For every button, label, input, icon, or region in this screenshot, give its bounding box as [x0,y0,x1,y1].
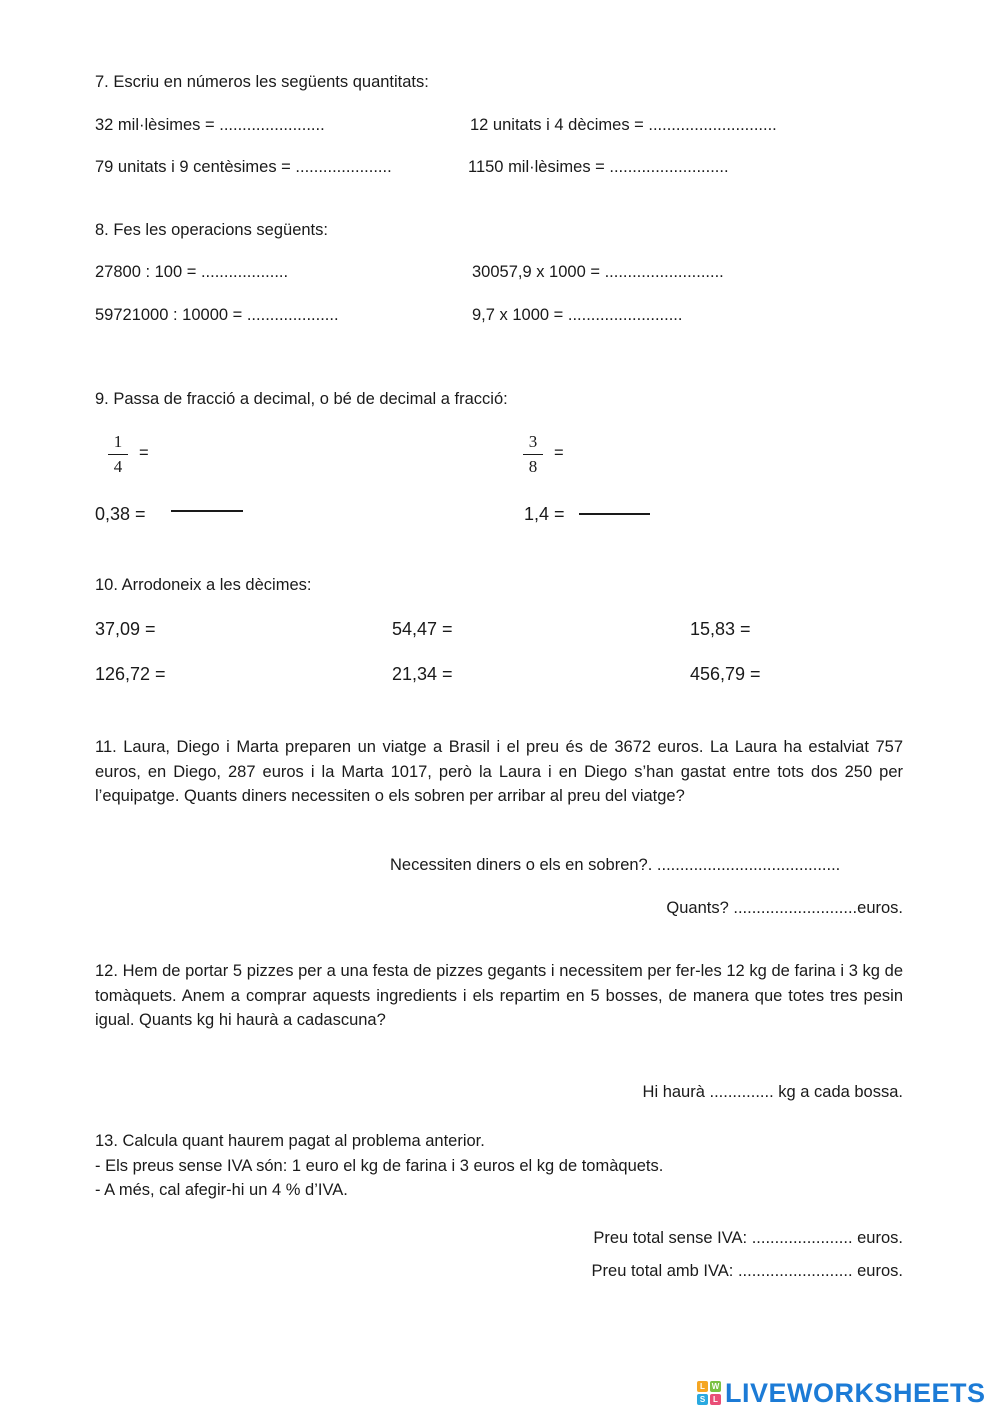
q13-line-3: - A més, cal afegir-hi un 4 % d’IVA. [95,1181,348,1199]
fraction-three-eighths [523,432,543,477]
liveworksheets-logo-icon [697,1381,721,1405]
q7-title: 7. Escriu en números les següents quantitats: [95,73,429,91]
liveworksheets-logo [697,1377,986,1409]
logo-square-4: L [710,1394,721,1405]
q10-item-4: 126,72 = [95,664,166,684]
q8-title: 8. Fes les operacions següents: [95,221,328,239]
q13-answer-1: Preu total sense IVA: ...................... euros. [593,1229,903,1247]
q10-title: 10. Arrodoneix a les dècimes: [95,576,312,594]
q11-answer-1: Necessiten diners o els en sobren?. ........................................ [390,856,841,874]
answer-line-1[interactable] [171,510,243,512]
q9-decimal-2: 1,4 = [524,504,565,524]
fraction-numerator: 3 [528,432,538,451]
q9-decimal-1: 0,38 = [95,504,146,524]
q8-item-4: 9,7 x 1000 = ......................... [472,306,683,324]
q10-item-2: 54,47 = [392,619,453,639]
q9-title: 9. Passa de fracció a decimal, o bé de decimal a fracció: [95,390,508,408]
fraction-denominator: 8 [528,457,538,476]
q13-answer-2: Preu total amb IVA: ......................... euros. [591,1262,903,1280]
q13-line-1: 13. Calcula quant haurem pagat al problema anterior. [95,1132,485,1150]
q7-item-2: 12 unitats i 4 dècimes = ............................ [470,116,777,134]
q7-item-3: 79 unitats i 9 centèsimes = ..................... [95,158,392,176]
q10-item-6: 456,79 = [690,664,761,684]
q8-item-3: 59721000 : 10000 = .................... [95,306,339,324]
fraction-denominator: 4 [113,457,123,476]
fraction-one-quarter [108,432,128,477]
answer-line-2[interactable] [579,513,650,515]
q7-item-4: 1150 mil·lèsimes = .......................... [468,158,729,176]
logo-square-2: W [711,1382,720,1391]
q10-item-3: 15,83 = [690,619,751,639]
q11-text: 11. Laura, Diego i Marta preparen un viatge a Brasil i el preu és de 3672 euros. La Laura ha estalviat 757 euros, en Diego, 287 euros i la Marta 1017, però la Laura i en Diego s’han gastat entre tots dos 250 per l’equipatge. Quants diners necessiten o els sobren per arribar al preu del viatge? [95,738,903,805]
fraction-equals-1: = [139,444,149,462]
logo-square-1: L [697,1381,708,1392]
fraction-equals-2: = [554,444,564,462]
logo-square-3: S [697,1394,708,1405]
q10-item-5: 21,34 = [392,664,453,684]
fraction-bar [523,454,543,455]
fraction-numerator: 1 [113,432,123,451]
q8-item-2: 30057,9 x 1000 = .......................... [472,263,724,281]
q11-answer-2: Quants? ...........................euros. [666,899,903,917]
fraction-bar [108,454,128,455]
q10-item-1: 37,09 = [95,619,156,639]
q7-item-1: 32 mil·lèsimes = ....................... [95,116,325,134]
q12-answer: Hi haurà .............. kg a cada bossa. [642,1083,903,1101]
q12-text: 12. Hem de portar 5 pizzes per a una festa de pizzes gegants i necessitem per fer-les 12 kg de farina i 3 kg de tomàquets. Anem a comprar aquests ingredients i els repartim en 5 bosses, de manera que totes tres pesin igual. Quants kg hi haurà a cadascuna? [95,962,903,1029]
q13-line-2: - Els preus sense IVA són: 1 euro el kg de farina i 3 euros el kg de tomàquets. [95,1157,664,1175]
liveworksheets-logo-text: LIVEWORKSHEETS [725,1377,986,1408]
q8-item-1: 27800 : 100 = ................... [95,263,289,281]
